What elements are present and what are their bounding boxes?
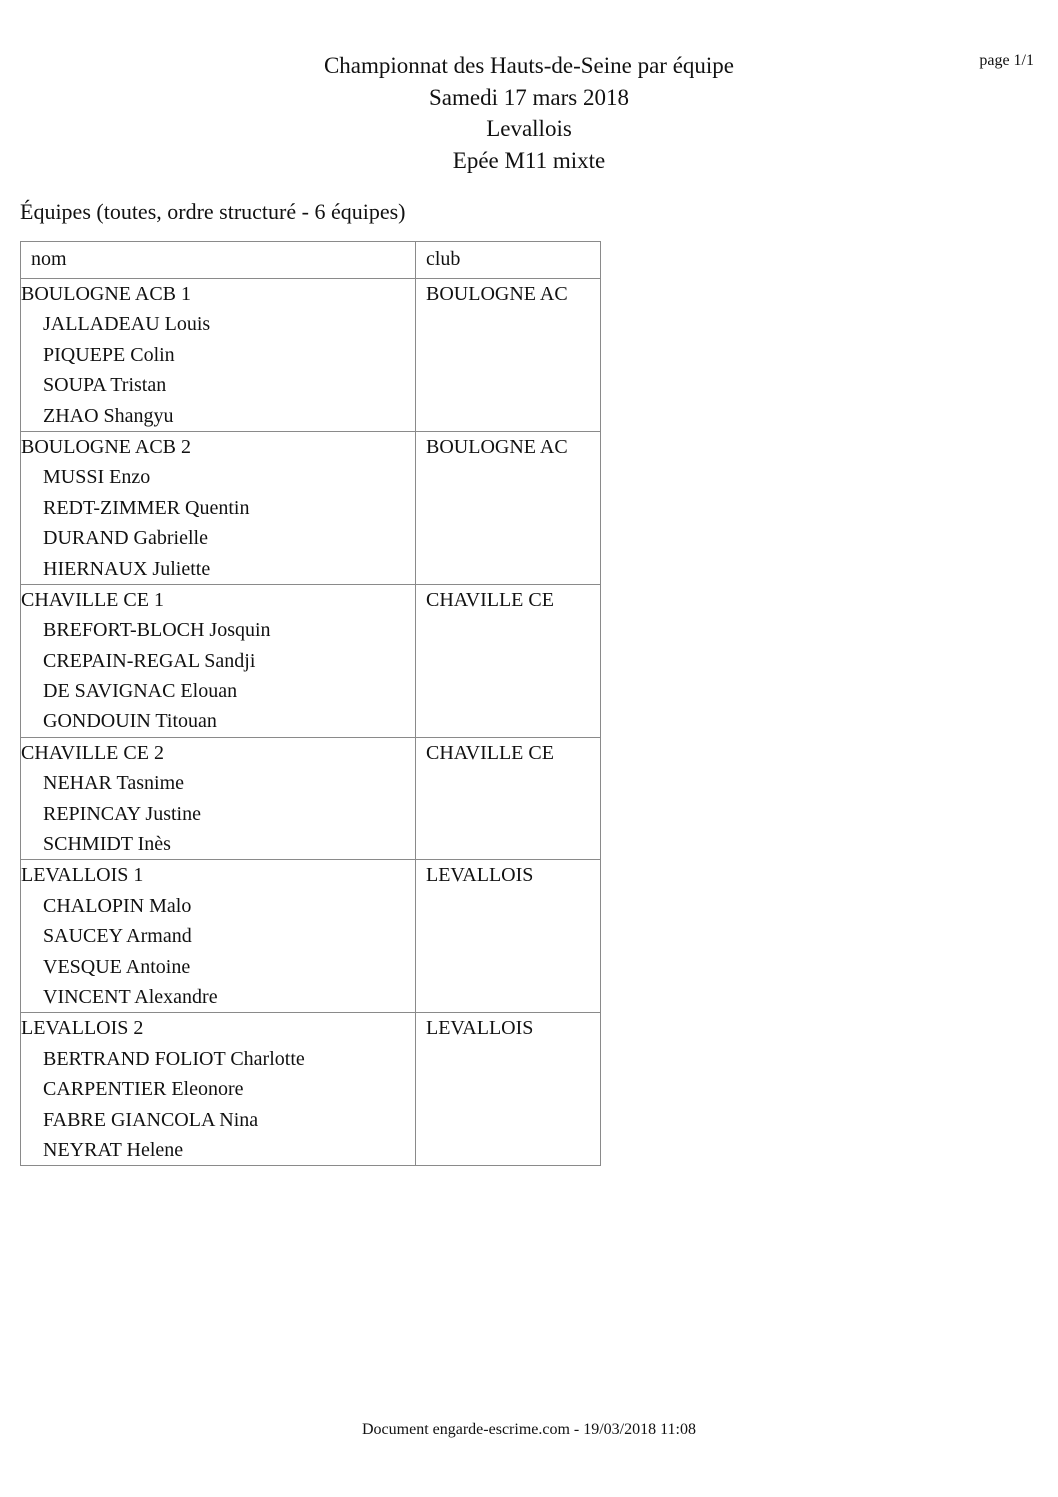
table-row xyxy=(21,1013,601,1166)
column-header-club: club xyxy=(416,242,601,279)
document-title: Championnat des Hauts-de-Seine par équipe xyxy=(323,53,735,78)
team-member: PIQUEPE Colin xyxy=(43,343,175,366)
table-row xyxy=(21,279,601,432)
club-cell xyxy=(416,860,601,1013)
club-cell xyxy=(416,279,601,432)
team-name: CHAVILLE CE 2 xyxy=(21,741,164,764)
table-row xyxy=(21,431,601,584)
team-member: JALLADEAU Louis xyxy=(43,313,211,336)
team-name: CHAVILLE CE 1 xyxy=(21,588,164,611)
team-name: BOULOGNE ACB 2 xyxy=(21,435,192,458)
team-cell xyxy=(21,1013,416,1166)
teams-table-body xyxy=(21,279,601,1166)
team-club: BOULOGNE AC xyxy=(426,435,568,458)
team-member: SOUPA Tristan xyxy=(43,374,167,397)
table-row xyxy=(21,860,601,1013)
document-footer: Document engarde-escrime.com - 19/03/2018 11:08 xyxy=(362,1421,696,1438)
team-member: NEYRAT Helene xyxy=(43,1138,184,1161)
team-club: CHAVILLE CE xyxy=(426,588,554,611)
club-cell xyxy=(416,431,601,584)
event-category: Epée M11 mixte xyxy=(452,147,606,173)
event-location: Levallois xyxy=(486,116,572,141)
table-row xyxy=(21,737,601,860)
club-cell xyxy=(416,1013,601,1166)
team-member: SAUCEY Armand xyxy=(43,925,192,948)
team-cell xyxy=(21,860,416,1013)
team-member: CREPAIN-REGAL Sandji xyxy=(43,649,256,672)
team-member: FABRE GIANCOLA Nina xyxy=(43,1108,259,1131)
page-number: page 1/1 xyxy=(979,52,1034,69)
column-header-nom: nom xyxy=(21,242,416,279)
teams-table xyxy=(20,241,601,1166)
team-member: REPINCAY Justine xyxy=(43,802,201,825)
team-cell xyxy=(21,737,416,860)
team-member: GONDOUIN Titouan xyxy=(43,710,217,733)
team-member: DURAND Gabrielle xyxy=(43,527,208,550)
team-member: BREFORT-BLOCH Josquin xyxy=(43,619,271,642)
team-member: HIERNAUX Juliette xyxy=(43,557,211,580)
team-member: BERTRAND FOLIOT Charlotte xyxy=(43,1047,305,1070)
team-club: LEVALLOIS xyxy=(426,864,534,887)
team-name: LEVALLOIS 2 xyxy=(21,1017,144,1040)
team-name: BOULOGNE ACB 1 xyxy=(21,283,192,305)
event-date: Samedi 17 mars 2018 xyxy=(429,84,629,110)
team-cell xyxy=(21,279,416,432)
club-cell xyxy=(416,584,601,737)
team-member: NEHAR Tasnime xyxy=(43,772,184,795)
table-row xyxy=(21,584,601,737)
team-cell xyxy=(21,584,416,737)
team-member: VESQUE Antoine xyxy=(43,955,191,978)
team-member: CHALOPIN Malo xyxy=(43,894,192,917)
team-name: LEVALLOIS 1 xyxy=(21,864,144,887)
team-club: LEVALLOIS xyxy=(426,1017,534,1040)
team-club: BOULOGNE AC xyxy=(426,283,568,305)
team-club: CHAVILLE CE xyxy=(426,741,554,764)
team-cell xyxy=(21,431,416,584)
section-title: Équipes (toutes, ordre structuré - 6 équipes) xyxy=(20,199,406,224)
document-header xyxy=(0,50,1058,176)
table-header-row xyxy=(21,242,601,279)
team-member: CARPENTIER Eleonore xyxy=(43,1078,244,1101)
team-member: REDT-ZIMMER Quentin xyxy=(43,496,250,519)
club-cell xyxy=(416,737,601,860)
team-member: DE SAVIGNAC Elouan xyxy=(43,680,238,703)
team-member: SCHMIDT Inès xyxy=(43,833,171,856)
team-member: MUSSI Enzo xyxy=(43,466,151,489)
team-member: ZHAO Shangyu xyxy=(43,404,174,427)
team-member: VINCENT Alexandre xyxy=(43,985,218,1008)
